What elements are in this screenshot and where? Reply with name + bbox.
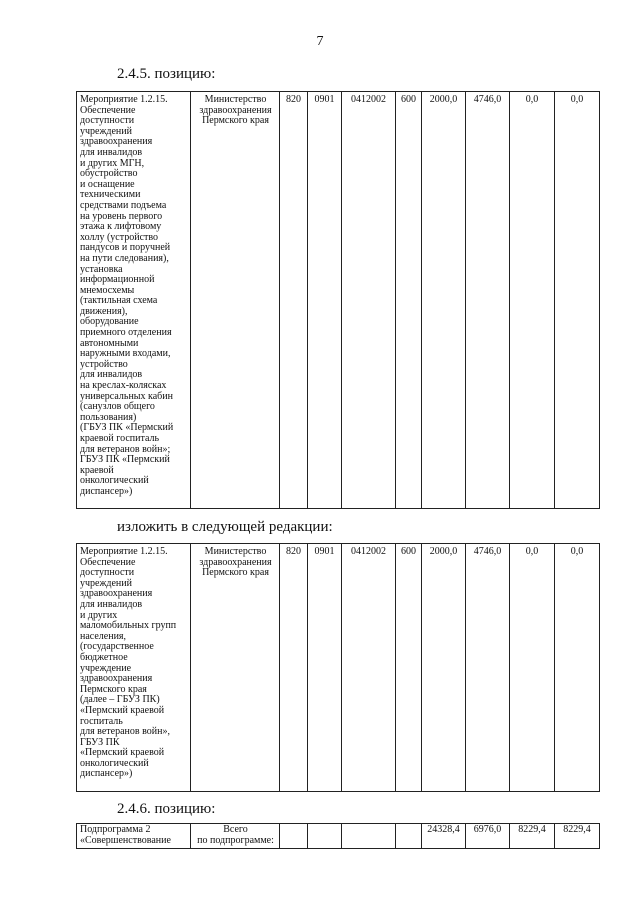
code-cell: 820: [280, 544, 308, 792]
value-cell: 0,0: [510, 544, 555, 792]
section-heading-2-4-5: 2.4.5. позицию:: [117, 66, 216, 82]
measure-description: Мероприятие 1.2.15. Обеспечение доступности учреждений здравоохранения для инвалидов и других МГН, обустройство и оснащение техническими средствами подъема на уровень первого этажа к лифтовому холлу (устройство пандусов и поручней на пути следования), установка информационной мнемосхемы (тактильная схема движения), оборудование приемного отделения автономными наружными входами, устройство для инвалидов на креслах-колясках универсальных кабин (санузлов общего пользования) (ГБУЗ ПК «Пермский краевой госпиталь для ветеранов войн»; ГБУЗ ПК «Пермский краевой онкологический диспансер»): [77, 92, 191, 509]
value-cell: 8229,4: [555, 824, 600, 849]
executor-cell: Министерство здравоохранения Пермского края: [191, 92, 280, 509]
measure-description: Мероприятие 1.2.15. Обеспечение доступности учреждений здравоохранения для инвалидов и других маломобильных групп населения, (государственное бюджетное учреждение здравоохранения Пермского края (далее – ГБУЗ ПК) «Пермский краевой госпиталь для ветеранов войн», ГБУЗ ПК «Пермский краевой онкологический диспансер»): [77, 544, 191, 792]
value-cell: 8229,4: [510, 824, 555, 849]
subprogram-description: Подпрограмма 2 «Совершенствование: [77, 824, 191, 849]
code-cell: 600: [396, 92, 422, 509]
code-cell: [342, 824, 396, 849]
section-heading-2-4-6: 2.4.6. позицию:: [117, 801, 216, 817]
code-cell: 0901: [308, 92, 342, 509]
value-cell: 0,0: [555, 544, 600, 792]
code-cell: 0901: [308, 544, 342, 792]
executor-cell: Министерство здравоохранения Пермского края: [191, 544, 280, 792]
table-position-new: [76, 543, 600, 792]
code-cell: [280, 824, 308, 849]
value-cell: 2000,0: [422, 544, 466, 792]
table-position-old: [76, 91, 600, 509]
code-cell: [396, 824, 422, 849]
subprogram-total-label: Всего по подпрограмме:: [191, 824, 280, 849]
table-row: [77, 92, 600, 509]
code-cell: [308, 824, 342, 849]
section-heading-new-edition: изложить в следующей редакции:: [117, 519, 333, 535]
code-cell: 0412002: [342, 92, 396, 509]
value-cell: 24328,4: [422, 824, 466, 849]
value-cell: 4746,0: [466, 92, 510, 509]
code-cell: 600: [396, 544, 422, 792]
value-cell: 6976,0: [466, 824, 510, 849]
table-row: [77, 544, 600, 792]
value-cell: 2000,0: [422, 92, 466, 509]
value-cell: 0,0: [555, 92, 600, 509]
table-row: [77, 824, 600, 849]
code-cell: 0412002: [342, 544, 396, 792]
value-cell: 4746,0: [466, 544, 510, 792]
value-cell: 0,0: [510, 92, 555, 509]
code-cell: 820: [280, 92, 308, 509]
page-number: 7: [316, 34, 324, 49]
table-subprogram: [76, 823, 600, 849]
